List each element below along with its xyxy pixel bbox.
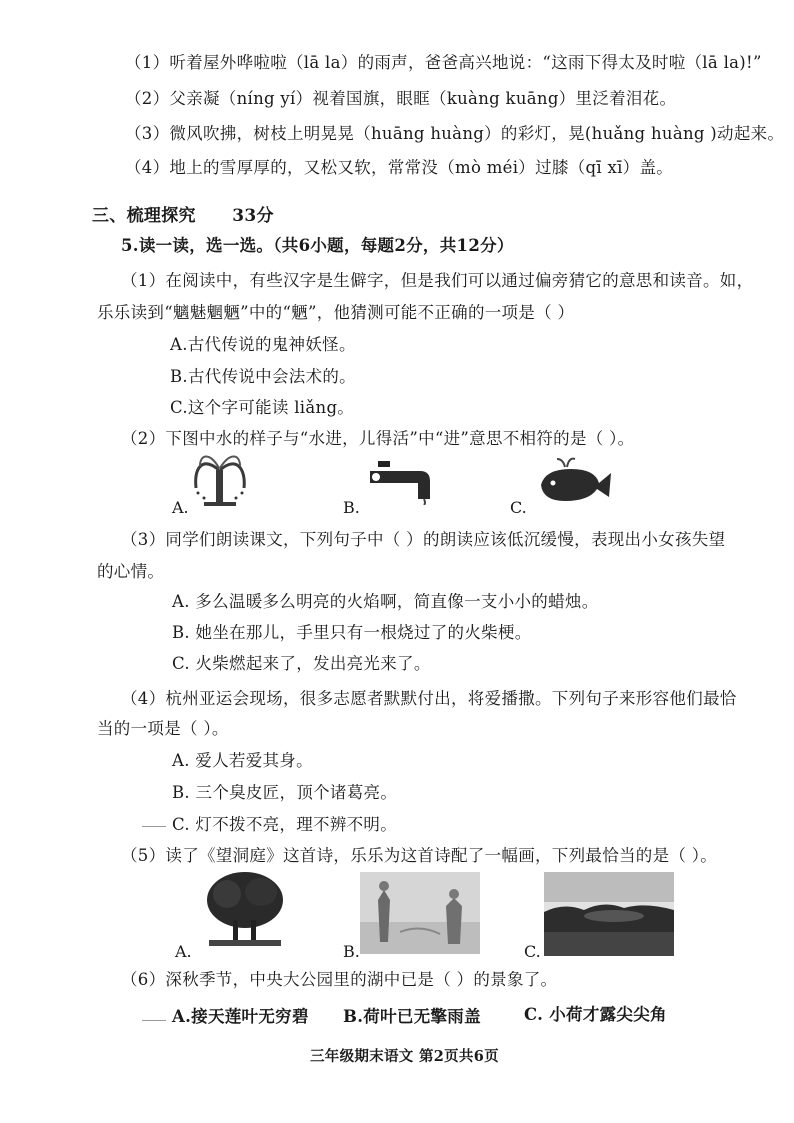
page-footer: 三年级期末语文 第2页共6页	[310, 1048, 499, 1065]
q5-1-option-a: A.古代传说的鬼神妖怪。	[170, 335, 356, 354]
q5-1-line2: 乐乐读到“魑魅魍魉”中的“魉”，他猜测可能不正确的一项是（ ）	[97, 303, 575, 322]
q5-5-label-c: C.	[524, 942, 541, 961]
section-title-text: 三、梳理探究	[92, 206, 196, 226]
faucet-image	[360, 455, 435, 505]
q5-4-option-a: A. 爱人若爱其身。	[172, 751, 313, 770]
q5-3-option-a: A. 多么温暖多么明亮的火焰啊，简直像一支小小的蜡烛。	[172, 592, 599, 611]
q5-2-label-c: C.	[510, 498, 527, 517]
q4-item-3: （3）微风吹拂，树枝上明晃晃（huāng huàng）的彩灯，晃(huǎng huàng )动起来。	[125, 124, 785, 143]
q5-3-line2: 的心情。	[97, 562, 165, 581]
q5-6-option-a: A.接天莲叶无穷碧	[172, 1007, 309, 1026]
scan-mark	[142, 826, 166, 827]
lake-island-image	[544, 872, 674, 956]
section-title	[92, 205, 274, 227]
whale-image	[535, 455, 615, 505]
q5-4-line1: （4）杭州亚运会现场，很多志愿者默默付出，将爱播撒。下列句子来形容他们最恰	[121, 689, 737, 708]
q5-2-label-a: A.	[172, 498, 189, 517]
tree-image	[205, 868, 285, 948]
q4-item-1: （1）听着屋外哗啦啦（lā la）的雨声，爸爸高兴地说：“这雨下得太及时啦（lā la)!”	[125, 53, 762, 72]
fountain-image	[190, 448, 250, 508]
q5-2-line: （2）下图中水的样子与“水进，儿得活”中“进”意思不相符的是（ ）。	[121, 429, 635, 448]
q5-1-option-c: C.这个字可能读 liǎng。	[170, 398, 355, 417]
section-score: 33分	[232, 206, 274, 226]
q5-4-line2: 当的一项是（ ）。	[97, 719, 229, 738]
scan-mark-2	[142, 1020, 166, 1021]
q5-5-label-b: B.	[343, 942, 360, 961]
q5-6-option-b: B.荷叶已无擎雨盖	[343, 1007, 481, 1026]
q5-1-option-b: B.古代传说中会法术的。	[170, 367, 356, 386]
q5-1-line1: （1）在阅读中，有些汉字是生僻字，但是我们可以通过偏旁猜它的意思和读音。如，	[121, 271, 754, 290]
q4-item-2: （2）父亲凝（níng yí）视着国旗，眼眶（kuàng kuāng）里泛着泪花。	[125, 89, 677, 108]
q4-item-4: （4）地上的雪厚厚的，又松又软，常常没（mò méi）过膝（qī xī）盖。	[125, 158, 674, 177]
q5-2-label-b: B.	[343, 498, 360, 517]
people-painting-image	[360, 872, 480, 954]
q5-6-option-c: C. 小荷才露尖尖角	[524, 1005, 667, 1024]
q5-6-line: （6）深秋季节，中央大公园里的湖中已是（ ）的景象了。	[121, 970, 558, 989]
q5-3-option-c: C. 火柴燃起来了，发出亮光来了。	[172, 654, 431, 673]
q5-3-option-b: B. 她坐在那儿，手里只有一根烧过了的火柴梗。	[172, 623, 532, 642]
q5-heading: 5.读一读，选一选。（共6小题，每题2分，共12分）	[121, 236, 514, 255]
q5-4-option-b: B. 三个臭皮匠，顶个诸葛亮。	[172, 783, 398, 802]
q5-5-label-a: A.	[175, 942, 192, 961]
q5-3-line1: （3）同学们朗读课文，下列句子中（ ）的朗读应该低沉缓慢，表现出小女孩失望	[121, 530, 726, 549]
q5-4-option-c: C. 灯不拨不亮，理不辨不明。	[172, 815, 398, 834]
q5-5-line: （5）读了《望洞庭》这首诗，乐乐为这首诗配了一幅画，下列最恰当的是（ ）。	[121, 846, 718, 865]
